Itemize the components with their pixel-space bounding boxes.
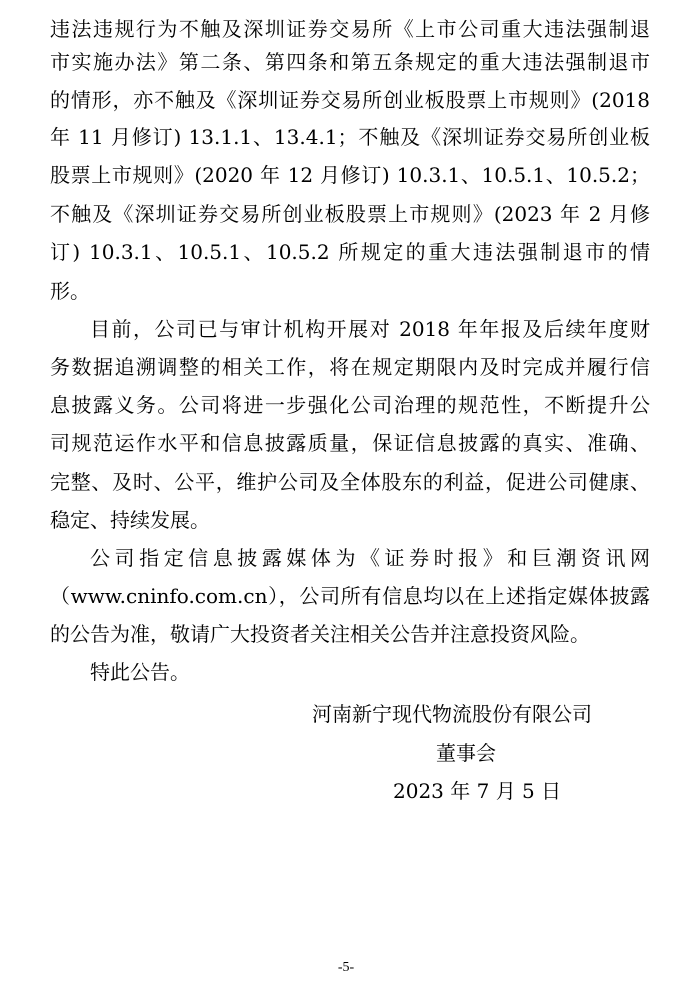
paragraph-1-line-4: 年 11 月修订) 13.1.1、13.4.1；不触及《深圳证券交易所创业板 [50, 125, 650, 149]
paragraph-1-line-8: 形。 [50, 279, 90, 303]
signature-date: 2023 年 7 月 5 日 [393, 779, 562, 803]
paragraph-2-line-1: 目前，公司已与审计机构开展对 2018 年年报及后续年度财 [90, 317, 650, 341]
signature-board: 董事会 [436, 741, 496, 765]
paragraph-3-line-1: 公司指定信息披露媒体为《证券时报》和巨潮资讯网 [90, 546, 650, 570]
paragraph-1-line-6: 不触及《深圳证券交易所创业板股票上市规则》(2023 年 2 月修 [50, 202, 650, 226]
paragraph-2-line-5: 完整、及时、公平，维护公司及全体股东的利益，促进公司健康、 [50, 470, 650, 494]
paragraph-1-line-1: 违法违规行为不触及深圳证券交易所《上市公司重大违法强制退 [50, 17, 650, 41]
paragraph-1-line-5: 股票上市规则》(2020 年 12 月修订) 10.3.1、10.5.1、10.5.2； [50, 163, 650, 187]
closing-text: 特此公告。 [90, 660, 190, 684]
paragraph-2-line-6: 稳定、持续发展。 [50, 508, 210, 532]
paragraph-2-line-2: 务数据追溯调整的相关工作，将在规定期限内及时完成并履行信 [50, 355, 650, 379]
paragraph-2-line-4: 司规范运作水平和信息披露质量，保证信息披露的真实、准确、 [50, 431, 650, 455]
paragraph-1-line-3: 的情形，亦不触及《深圳证券交易所创业板股票上市规则》(2018 [50, 88, 650, 112]
paragraph-3-line-2: （www.cninfo.com.cn），公司所有信息均以在上述指定媒体披露 [50, 584, 650, 608]
paragraph-3-line-3: 的公告为准，敬请广大投资者关注相关公告并注意投资风险。 [50, 622, 590, 646]
paragraph-1-line-7: 订) 10.3.1、10.5.1、10.5.2 所规定的重大违法强制退市的情 [50, 240, 650, 264]
paragraph-1-line-2: 市实施办法》第二条、第四条和第五条规定的重大违法强制退市 [50, 50, 650, 74]
signature-company: 河南新宁现代物流股份有限公司 [312, 702, 592, 726]
page-number: -5- [337, 960, 355, 975]
paragraph-2-line-3: 息披露义务。公司将进一步强化公司治理的规范性，不断提升公 [50, 393, 650, 417]
